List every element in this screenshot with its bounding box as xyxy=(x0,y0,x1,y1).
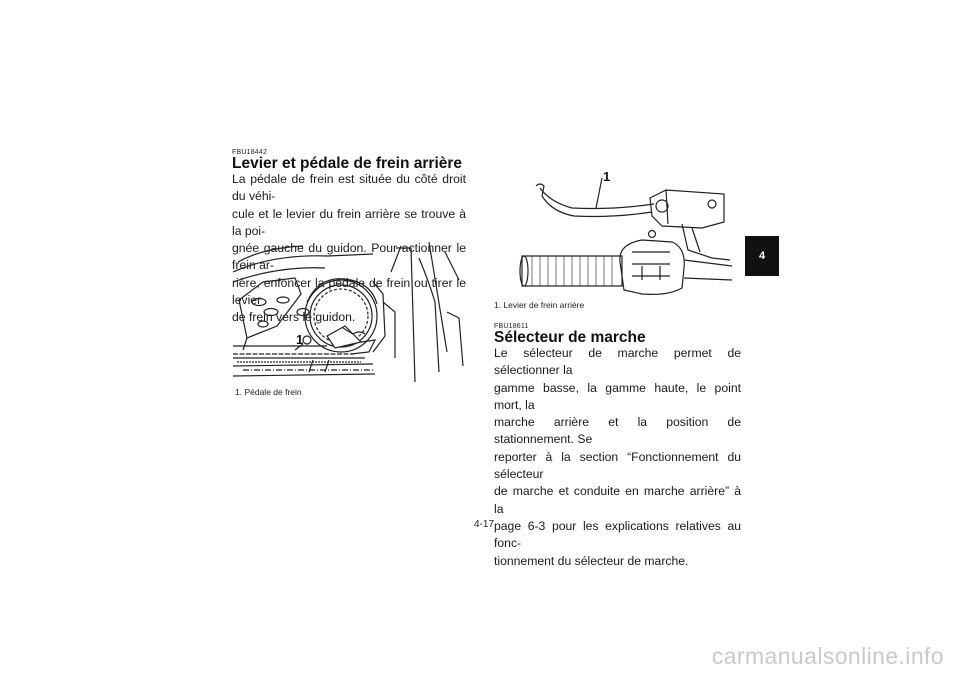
section-code-brake: FBU18442 xyxy=(232,149,268,156)
paragraph-line: de marche et conduite en marche arrière” à la xyxy=(494,484,741,516)
figure-callout-pedal: 1 xyxy=(296,332,304,347)
figure-callout-lever: 1 xyxy=(603,169,611,184)
paragraph-line: de frein vers le guidon. xyxy=(232,310,356,325)
heading-brake-lever-pedal: Levier et pédale de frein arrière xyxy=(232,155,463,172)
paragraph-line: gamme basse, la gamme haute, le point mort, la xyxy=(494,380,741,412)
brake-lever-illustration xyxy=(492,168,732,298)
section-code-selector: FBU18611 xyxy=(494,323,529,330)
paragraph-line: marche arrière et la position de stationnement. Se xyxy=(494,415,741,447)
paragraph-line: Le sélecteur de marche permet de sélectionner la xyxy=(494,346,741,378)
brake-pedal-illustration xyxy=(233,242,465,383)
paragraph-selector xyxy=(494,345,741,570)
chapter-tab: 4 xyxy=(745,236,779,276)
watermark: carmanualsonline.info xyxy=(711,643,944,669)
paragraph-line: tionnement du sélecteur de marche. xyxy=(494,553,689,568)
caption-brake-lever: 1. Levier de frein arrière xyxy=(494,300,585,310)
caption-brake-pedal: 1. Pédale de frein xyxy=(235,387,302,397)
paragraph-line: gnée gauche du guidon. Pour actionner le frein ar- xyxy=(232,241,466,273)
paragraph-line: reporter à la section “Fonctionnement du sélecteur xyxy=(494,449,741,482)
heading-gear-selector: Sélecteur de marche xyxy=(494,329,646,346)
paragraph-line: La pédale de frein est située du côté droit du véhi- xyxy=(232,172,466,204)
paragraph-line: page 6-3 pour les explications relatives au fonc- xyxy=(494,518,741,551)
paragraph-line: cule et le levier du frein arrière se trouve à la poi- xyxy=(232,206,466,238)
paragraph-line: rière, enfoncer la pédale de frein ou tirer le levier xyxy=(232,275,466,308)
page-number: 4-17 xyxy=(473,519,494,530)
